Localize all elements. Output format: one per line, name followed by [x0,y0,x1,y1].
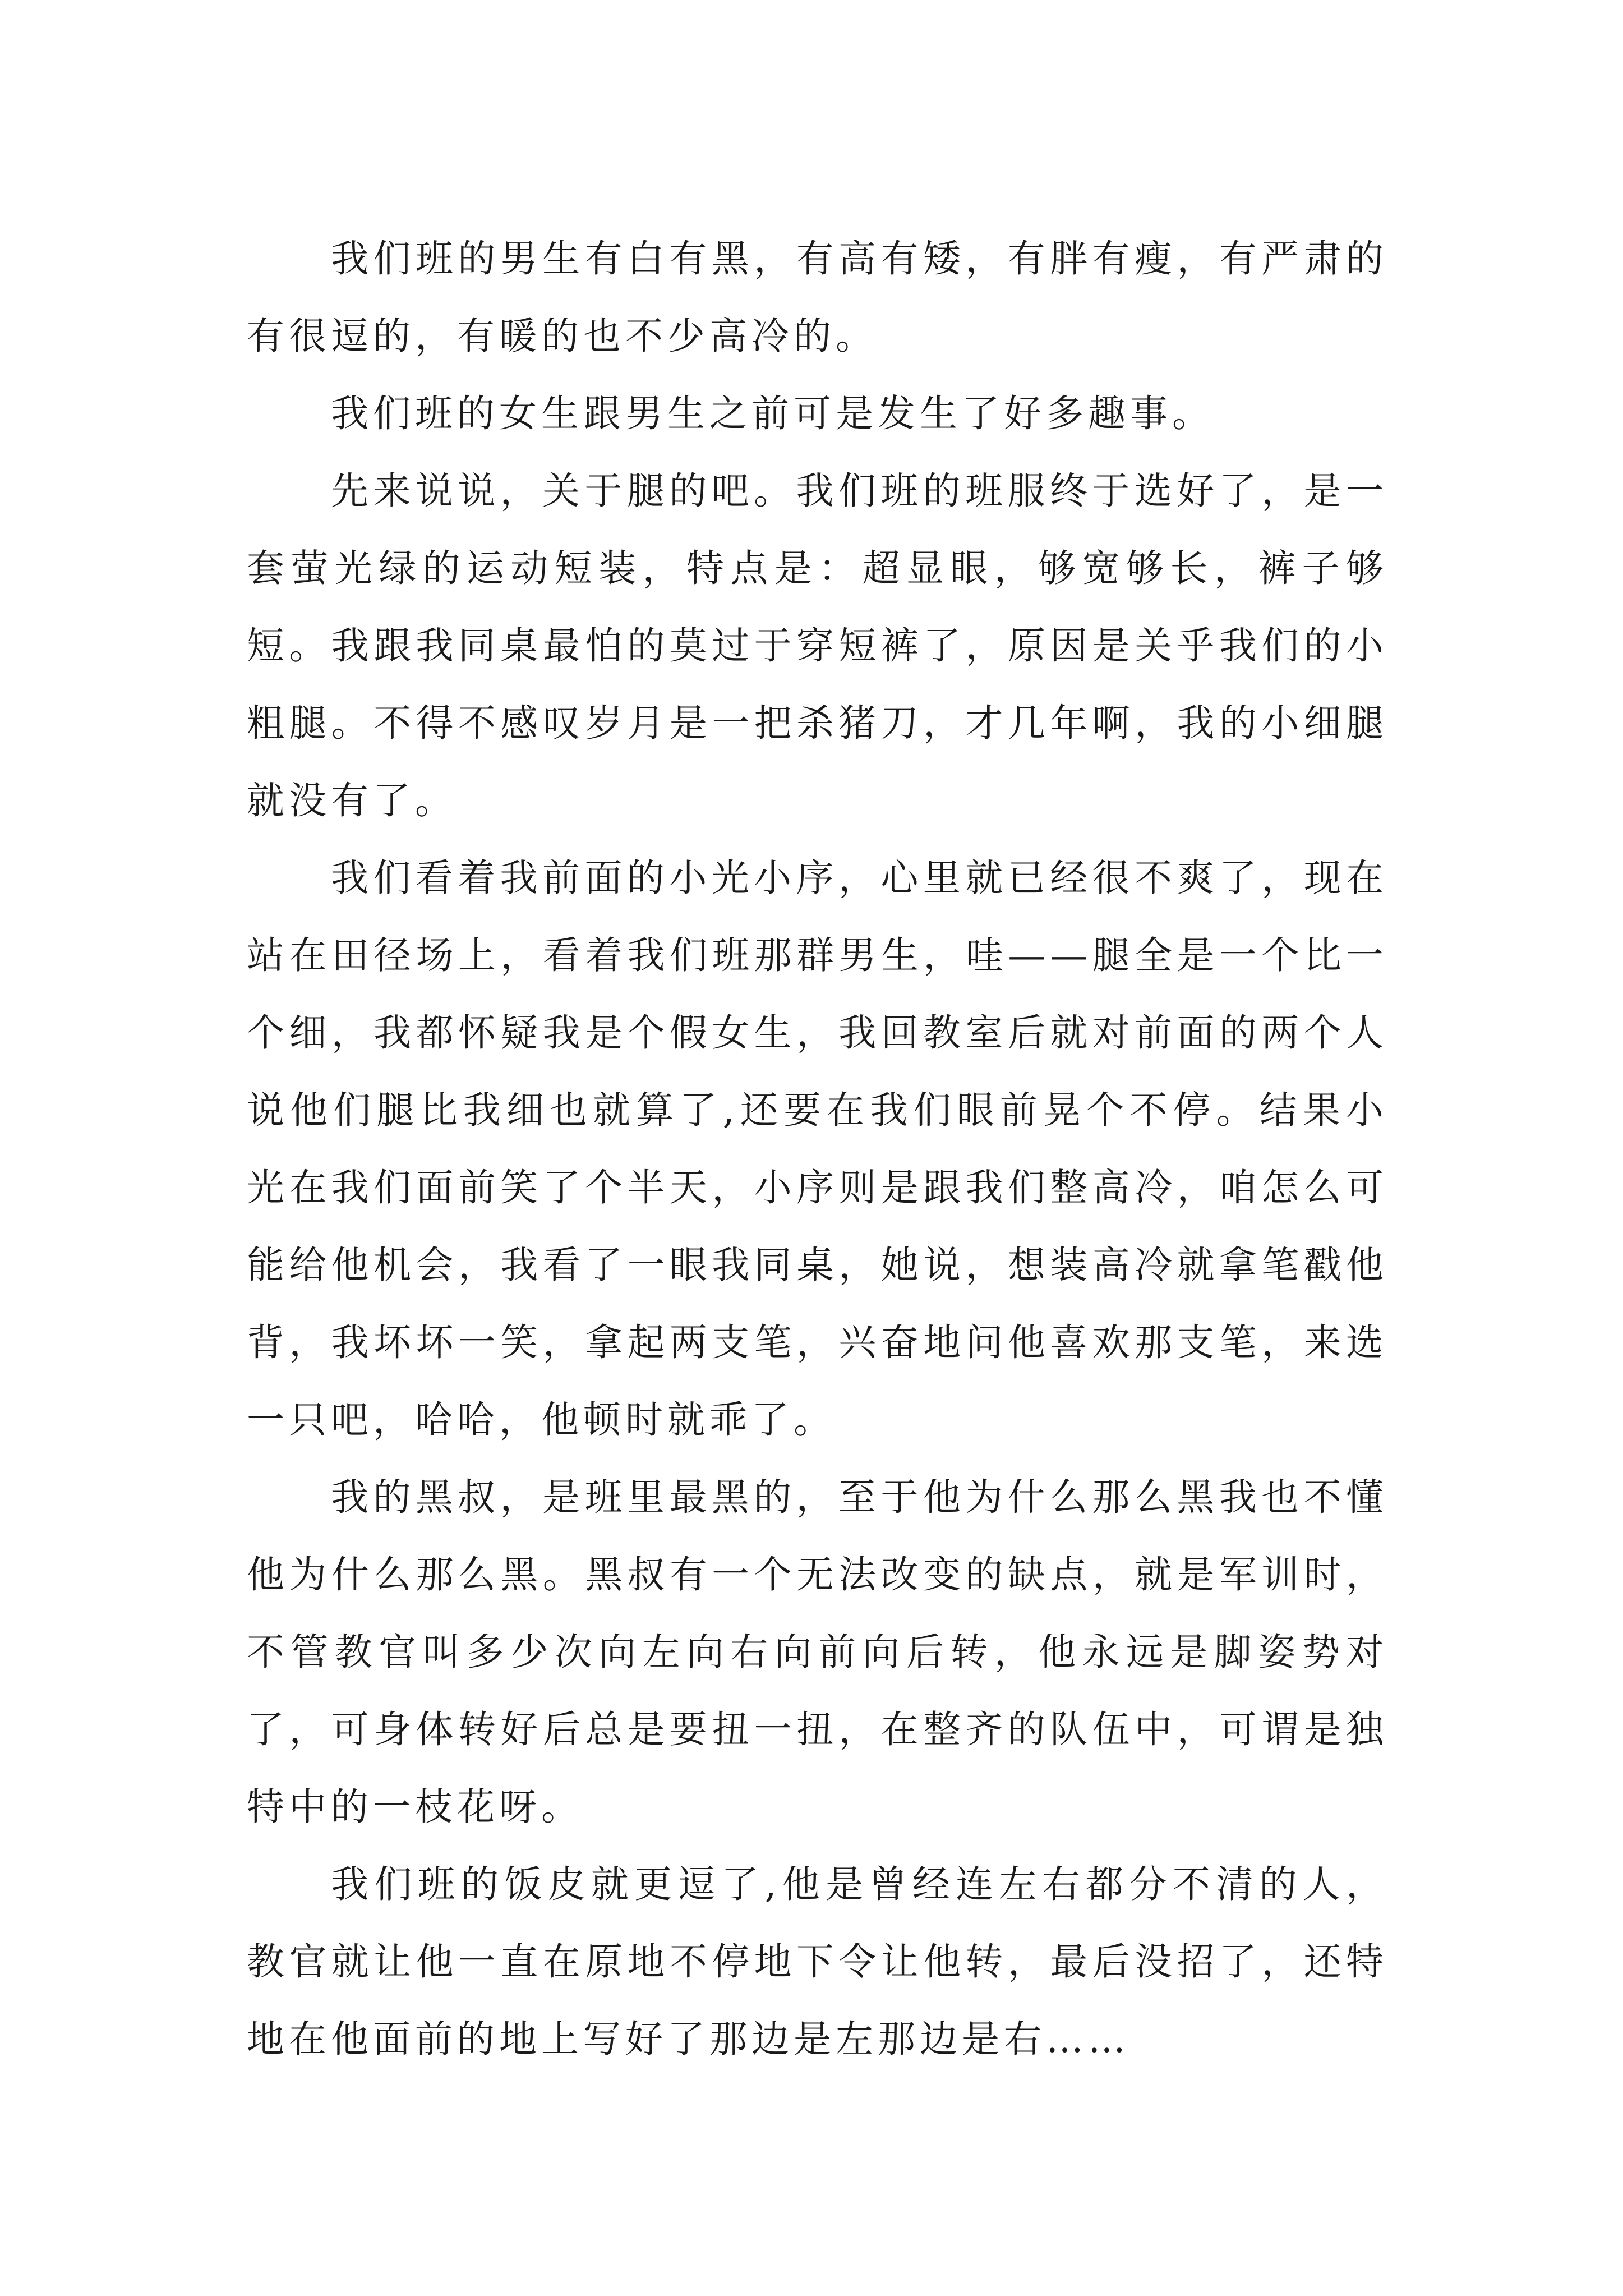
paragraph-class-uniform-legs: 先来说说，关于腿的吧。我们班的班服终于选好了，是一套萤光绿的运动短装，特点是：超显眼，够宽够长，裤子够短。我跟我同桌最怕的莫过于穿短裤了，原因是关乎我们的小粗腿。不得不感叹岁月是一把杀猪刀，才几年啊，我的小细腿就没有了。 [247,469,1388,822]
document-body [247,220,1388,2078]
paragraph-xiaoguang-xiaoxu: 我们看着我前面的小光小序，心里就已经很不爽了，现在站在田径场上，看着我们班那群男生，哇——腿全是一个比一个细，我都怀疑我是个假女生，我回教室后就对前面的两个人说他们腿比我细也就算了,还要在我们眼前晃个不停。结果小光在我们面前笑了个半天，小序则是跟我们整高冷，咱怎么可能给他机会，我看了一眼我同桌，她说，想装高冷就拿笔戳他背，我坏坏一笑，拿起两支笔，兴奋地问他喜欢那支笔，来选一只吧，哈哈，他顿时就乖了。 [247,856,1388,1442]
paragraph-boys-description: 我们班的男生有白有黑，有高有矮，有胖有瘦，有严肃的有很逗的，有暖的也不少高冷的。 [247,237,1388,358]
paragraph-fanpi: 我们班的饭皮就更逗了,他是曾经连左右都分不清的人，教官就让他一直在原地不停地下令让他转，最后没招了，还特地在他面前的地上写好了那边是左那边是右…… [247,1862,1388,2061]
paragraph-heishu: 我的黑叔，是班里最黑的，至于他为什么那么黑我也不懂他为什么那么黑。黑叔有一个无法改变的缺点，就是军训时，不管教官叫多少次向左向右向前向后转，他永远是脚姿势对了，可身体转好后总是要扭一扭，在整齐的队伍中，可谓是独特中的一枝花呀。 [247,1475,1388,1829]
paragraph-interesting-stories: 我们班的女生跟男生之前可是发生了好多趣事。 [331,392,1214,435]
